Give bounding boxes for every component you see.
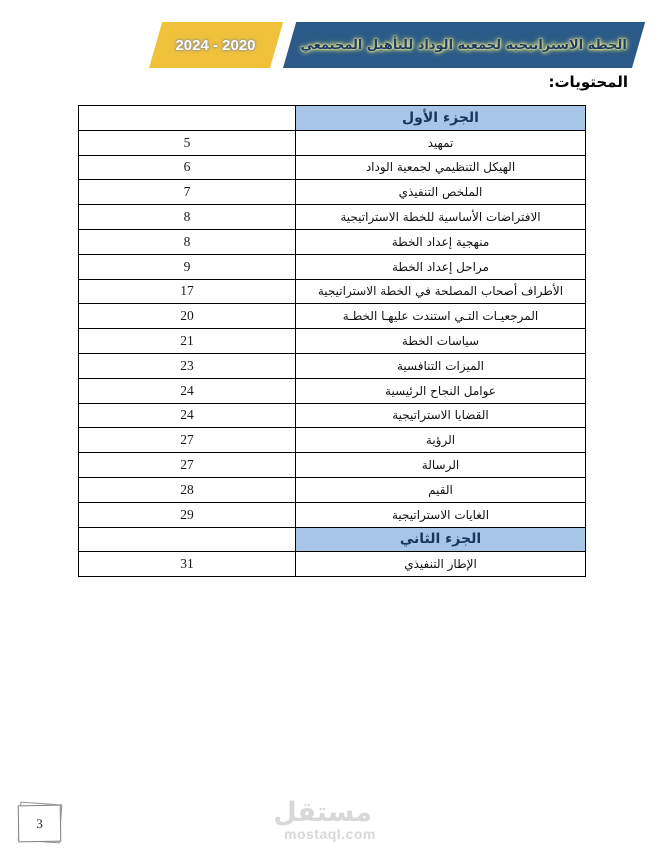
- toc-title: سياسات الخطة: [296, 329, 586, 354]
- toc-title: القضايا الاستراتيجية: [296, 403, 586, 428]
- contents-heading: المحتويات:: [548, 73, 628, 91]
- toc-row: [79, 155, 586, 180]
- toc-page: 29: [79, 502, 296, 527]
- toc-page: 9: [79, 254, 296, 279]
- toc-page: 17: [79, 279, 296, 304]
- toc-page-empty: [79, 106, 296, 131]
- watermark-arabic-logo: مستقل: [273, 797, 372, 828]
- toc-row: [79, 353, 586, 378]
- toc-row: [79, 502, 586, 527]
- toc-page: 8: [79, 229, 296, 254]
- watermark: [273, 797, 376, 842]
- toc-page: 6: [79, 155, 296, 180]
- toc-page: 27: [79, 453, 296, 478]
- toc-page: 5: [79, 130, 296, 155]
- document-title: الخطة الاستراتيجية لجمعية الوداد للتأهيل المجتمعي: [300, 37, 628, 53]
- toc-row: [79, 378, 586, 403]
- toc-section-row: [79, 527, 586, 552]
- toc-row: [79, 304, 586, 329]
- toc-table: [78, 105, 586, 577]
- toc-row: [79, 254, 586, 279]
- toc-title: الملخص التنفيذي: [296, 180, 586, 205]
- toc-row: [79, 477, 586, 502]
- toc-row: [79, 453, 586, 478]
- toc-title: القيم: [296, 477, 586, 502]
- watermark-domain: mostaql.com: [284, 826, 376, 842]
- toc-title: الأطراف أصحاب المصلحة في الخطة الاستراتيجية: [296, 279, 586, 304]
- toc-title: الإطار التنفيذي: [296, 552, 586, 577]
- toc-title: الميزات التنافسية: [296, 353, 586, 378]
- toc-page-empty: [79, 527, 296, 552]
- toc-page: 21: [79, 329, 296, 354]
- page-number-box: [16, 799, 64, 847]
- toc-row: [79, 229, 586, 254]
- toc-title: مراحل إعداد الخطة: [296, 254, 586, 279]
- toc-row: [79, 329, 586, 354]
- toc-page: 31: [79, 552, 296, 577]
- toc-page: 23: [79, 353, 296, 378]
- toc-page: 24: [79, 378, 296, 403]
- toc-page: 8: [79, 205, 296, 230]
- toc-row: [79, 130, 586, 155]
- toc-section-title: الجزء الثاني: [296, 527, 586, 552]
- toc-title: الهيكل التنظيمي لجمعية الوداد: [296, 155, 586, 180]
- toc-row: [79, 279, 586, 304]
- year-badge-label: 2024 - 2020: [176, 36, 257, 54]
- toc-title: منهجية إعداد الخطة: [296, 229, 586, 254]
- toc-title: عوامل النجاح الرئيسية: [296, 378, 586, 403]
- toc-title: الافتراضات الأساسية للخطة الاستراتيجية: [296, 205, 586, 230]
- toc-page: 24: [79, 403, 296, 428]
- toc-title: الغايات الاستراتيجية: [296, 502, 586, 527]
- toc-row: [79, 180, 586, 205]
- toc-row: [79, 552, 586, 577]
- toc-title: تمهيد: [296, 130, 586, 155]
- toc-title: المرجعيـات التـي استندت عليهـا الخطـة: [296, 304, 586, 329]
- toc-section-row: [79, 106, 586, 131]
- toc-page: 20: [79, 304, 296, 329]
- toc-row: [79, 403, 586, 428]
- toc-row: [79, 205, 586, 230]
- title-banner: [283, 22, 645, 68]
- toc-page: 7: [79, 180, 296, 205]
- page-number: 3: [18, 805, 62, 843]
- toc-page: 28: [79, 477, 296, 502]
- toc-title: الرؤية: [296, 428, 586, 453]
- year-badge: [149, 22, 283, 68]
- toc-section-title: الجزء الأول: [296, 106, 586, 131]
- toc-title: الرسالة: [296, 453, 586, 478]
- toc-row: [79, 428, 586, 453]
- toc-page: 27: [79, 428, 296, 453]
